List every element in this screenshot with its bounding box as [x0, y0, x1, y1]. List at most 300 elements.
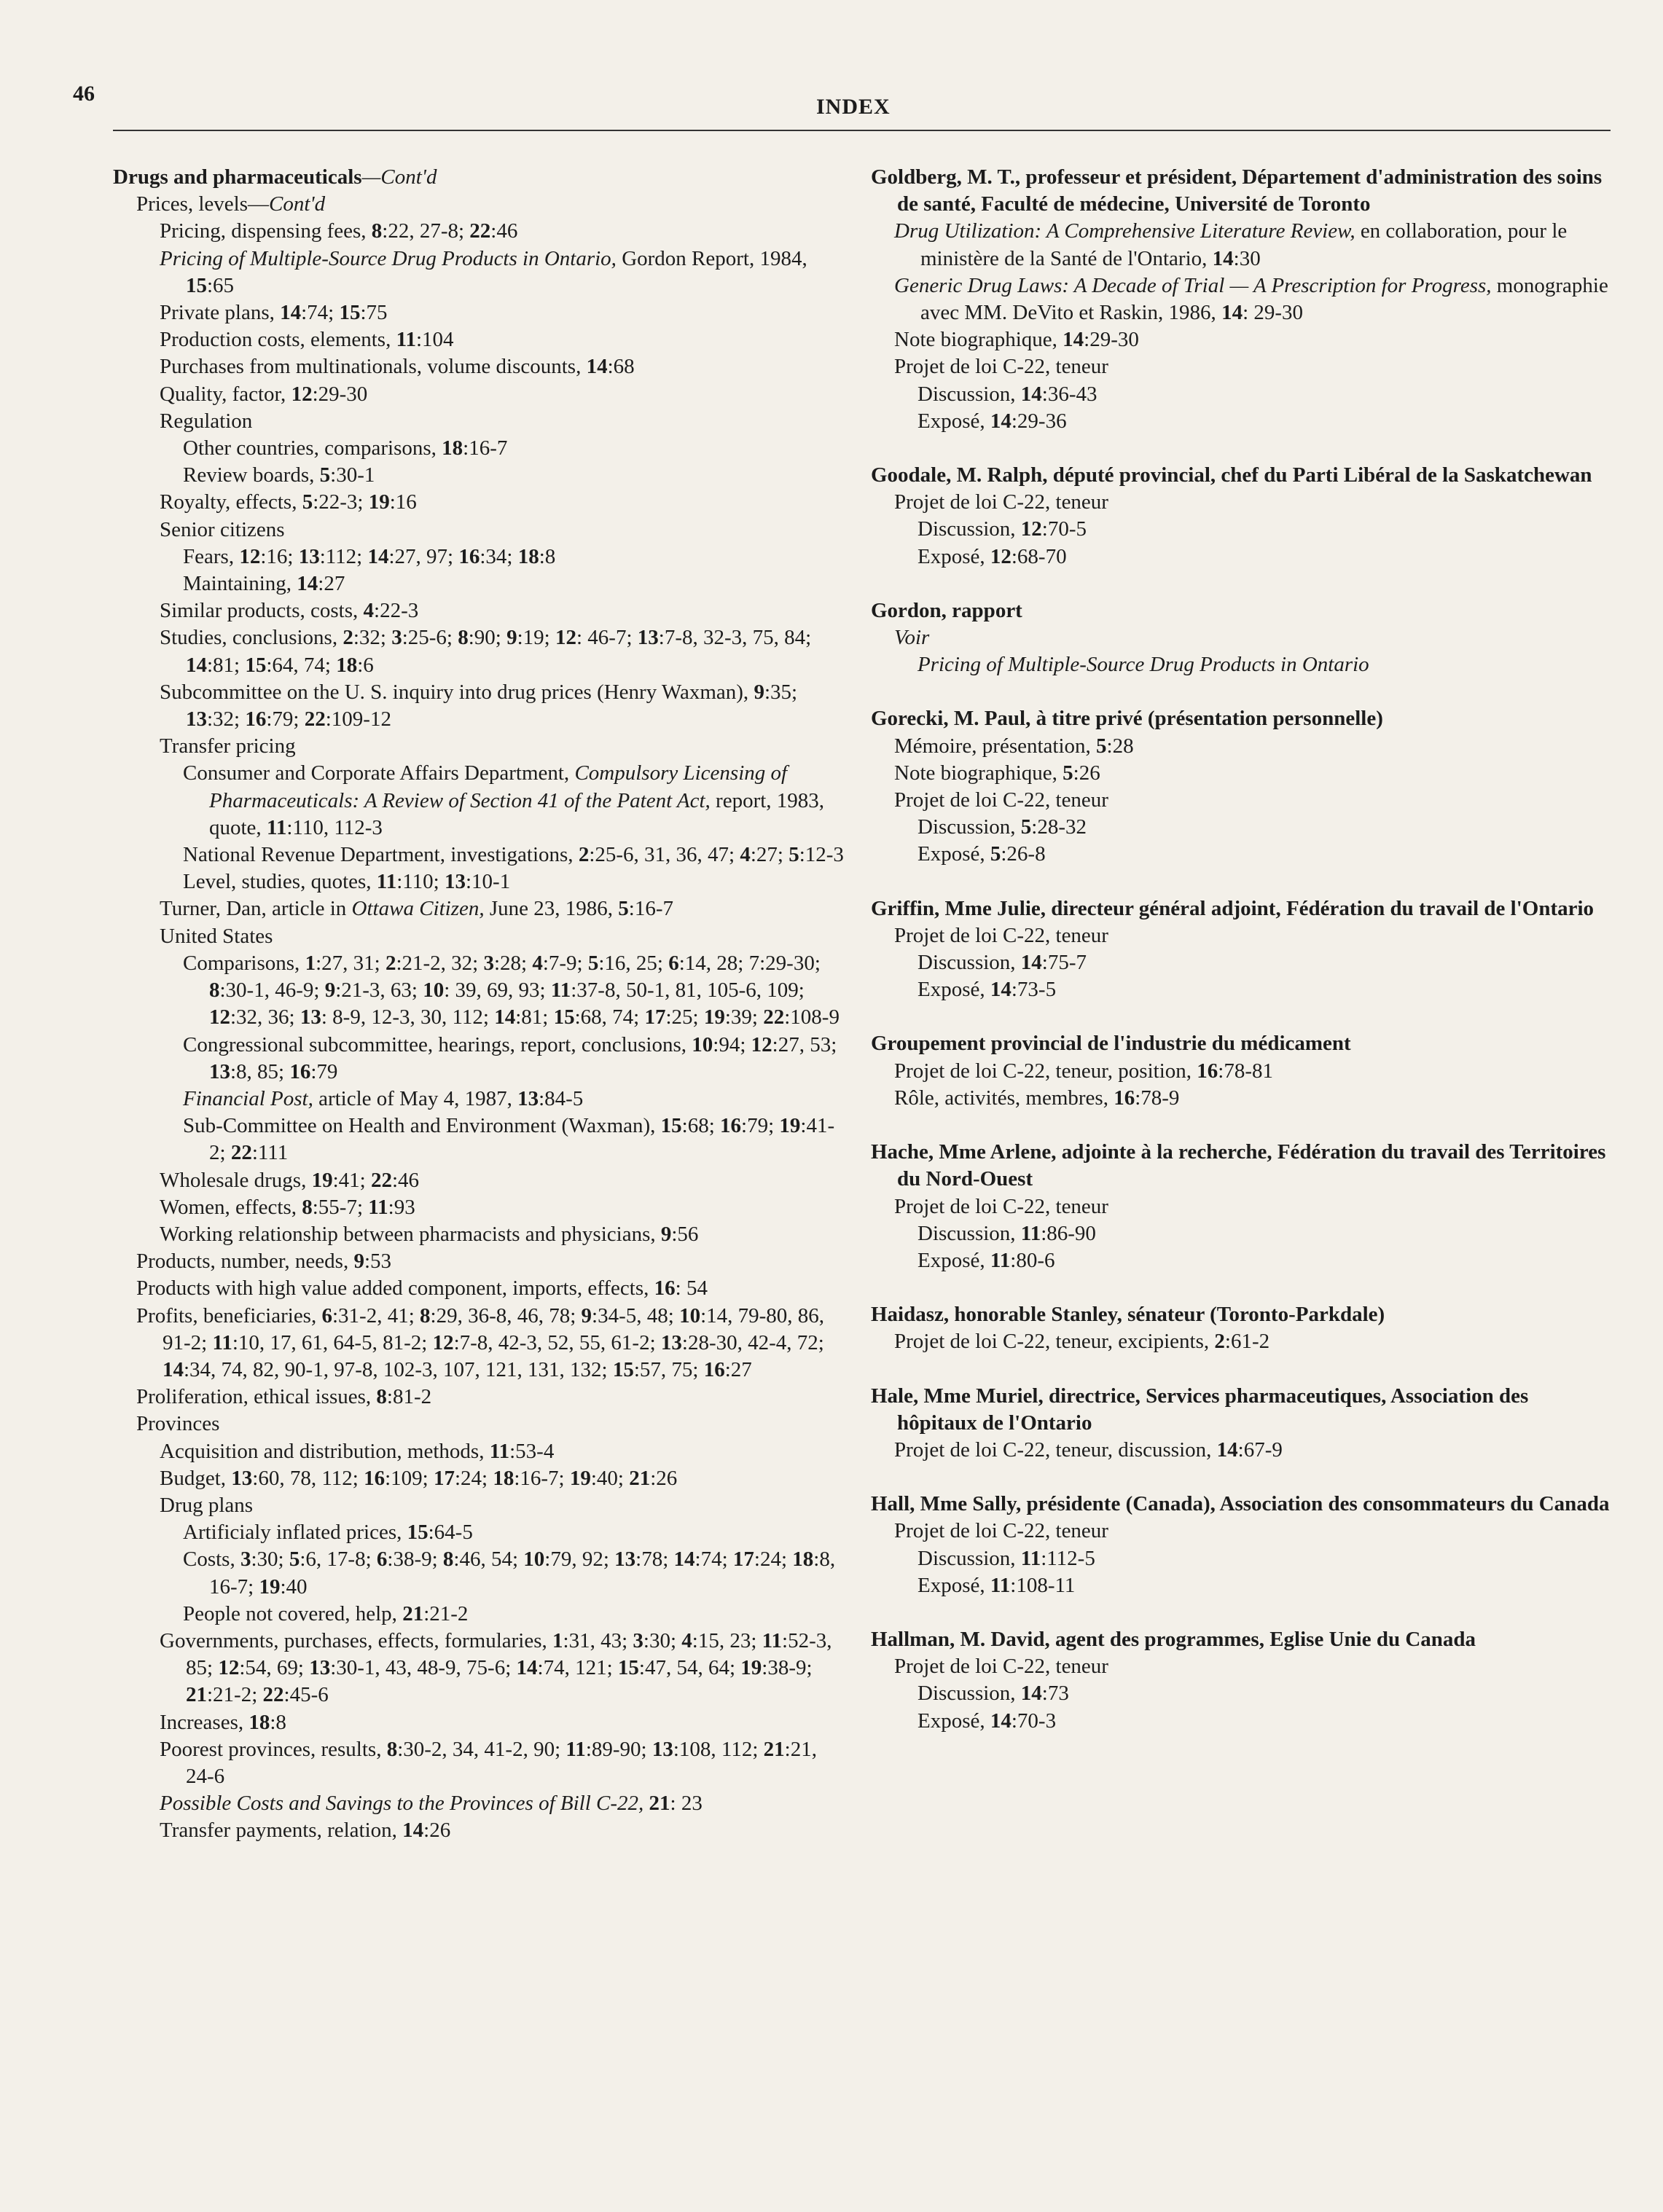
index-entry — [160, 1492, 849, 1519]
index-entry — [183, 760, 849, 842]
bold-text: 11 — [212, 1330, 232, 1354]
entry-text: Proliferation, ethical issues, — [136, 1385, 377, 1409]
entry-text: Transfer payments, relation, — [160, 1819, 403, 1843]
entry-text: Discussion, — [917, 1221, 1021, 1245]
entry-text: June 23, 1986, — [484, 897, 619, 921]
index-entry — [160, 1221, 849, 1248]
index-entry — [183, 1546, 849, 1600]
bold-text: 18 — [493, 1466, 514, 1490]
bold-text: Groupement provincial de l'industrie du médicament — [871, 1032, 1351, 1056]
index-column-right — [871, 164, 1611, 1735]
entry-text: :108-9 — [784, 1005, 840, 1029]
bold-text: 17 — [433, 1466, 455, 1490]
entry-text: Increases, — [160, 1710, 249, 1734]
entry-text: Discussion, — [917, 815, 1021, 839]
entry-text: :111 — [251, 1141, 289, 1165]
entry-text: Exposé, — [917, 1248, 990, 1272]
bold-text: 5 — [990, 842, 1001, 866]
index-entry — [160, 517, 849, 544]
bold-text: Griffin, Mme Julie, directeur général adjoint, Fédération du travail de l'Ontario — [871, 896, 1594, 920]
entry-text: Note biographique, — [894, 761, 1063, 785]
entry-text: :24; — [454, 1466, 493, 1490]
bold-text: 15 — [407, 1521, 429, 1545]
entry-text: :89-90; — [585, 1737, 652, 1761]
entry-text: Costs, — [183, 1548, 240, 1572]
entry-text: :56 — [671, 1222, 699, 1246]
entry-text: :110; — [396, 870, 445, 894]
entry-text: : 29-30 — [1243, 301, 1304, 325]
bold-text: 12 — [990, 544, 1012, 568]
bold-text: 5 — [1063, 761, 1073, 785]
entry-text: Mémoire, présentation, — [894, 734, 1097, 758]
bold-text: Hallman, M. David, agent des programmes, Eglise Unie du Canada — [871, 1627, 1476, 1651]
entry-text: :78; — [635, 1548, 674, 1572]
index-entry — [894, 787, 1611, 814]
entry-text: :32, 36; — [230, 1005, 300, 1029]
entry-text: :22-3 — [374, 599, 419, 623]
bold-text: 14 — [297, 572, 318, 596]
bold-text: 8 — [420, 1303, 431, 1327]
bold-text: 18 — [792, 1548, 814, 1572]
entry-text: :38-9; — [387, 1548, 443, 1572]
entry-text: :81; — [207, 653, 246, 677]
entry-text: Discussion, — [917, 1682, 1021, 1706]
entry-text: Drug plans — [160, 1493, 254, 1517]
bold-text: 9 — [353, 1250, 364, 1274]
index-entry — [136, 1384, 849, 1411]
entry-text: Projet de loi C-22, teneur — [894, 355, 1108, 379]
bold-text: Goldberg, M. T., professeur et président, Département d'administration des soins de santé, Faculté de médecine, Université de Toronto — [871, 165, 1603, 216]
bold-text: 11 — [1020, 1546, 1041, 1570]
entry-text: Projet de loi C-22, teneur, excipients, — [894, 1330, 1215, 1354]
entry-text: :74; — [301, 301, 340, 325]
entry-text: Projet de loi C-22, teneur, discussion, — [894, 1438, 1217, 1462]
entry-text: :79, 92; — [544, 1548, 615, 1572]
bold-text: 14 — [1020, 1682, 1042, 1706]
bold-text: 2 — [343, 626, 353, 650]
entry-text: article of May 4, 1987, — [313, 1086, 518, 1110]
entry-text: :29-30 — [312, 382, 368, 406]
entry-text: :10, 17, 61, 64-5, 81-2; — [232, 1330, 433, 1354]
entry-text: monographie avec MM. DeVito et Raskin, 1986, — [920, 273, 1608, 325]
bold-text: 11 — [396, 328, 416, 352]
bold-text: 15 — [186, 273, 207, 297]
entry-text: :73-5 — [1011, 978, 1057, 1002]
entry-text: Working relationship between pharmacists and physicians, — [160, 1222, 661, 1246]
bold-text: Hall, Mme Sally, présidente (Canada), Association des consommateurs du Canada — [871, 1492, 1610, 1516]
entry-text: :79; — [266, 707, 305, 732]
entry-text: :30-2, 34, 41-2, 90; — [397, 1737, 566, 1761]
index-entry — [894, 272, 1611, 326]
italic-text: —Cont'd — [361, 165, 437, 189]
entry-text: Women, effects, — [160, 1195, 302, 1219]
entry-text: :14, 79-80, 86, 91-2; — [163, 1303, 825, 1354]
entry-text: :68; — [681, 1114, 721, 1138]
bold-text: 13 — [614, 1548, 636, 1572]
entry-text: Projet de loi C-22, teneur — [894, 490, 1108, 514]
entry-text: :8, 16-7; — [209, 1548, 836, 1599]
entry-text: :53 — [364, 1250, 392, 1274]
bold-text: 16 — [364, 1466, 386, 1490]
bold-text: 22 — [763, 1005, 785, 1029]
entry-text: :40; — [590, 1466, 630, 1490]
index-heading — [871, 705, 1611, 732]
bold-text: 14 — [1063, 328, 1084, 352]
entry-text: Governments, purchases, effects, formularies, — [160, 1628, 553, 1652]
entry-text: Projet de loi C-22, teneur — [894, 1519, 1108, 1543]
index-entry — [894, 1437, 1611, 1464]
entry-text: :74; — [694, 1548, 733, 1572]
entry-text: :53-4 — [509, 1439, 555, 1463]
bold-text: 17 — [644, 1005, 666, 1029]
entry-text: :16, 25; — [598, 951, 669, 975]
entry-text: :27, 31; — [316, 951, 386, 975]
entry-text: Discussion, — [917, 1546, 1021, 1570]
index-entry — [160, 489, 849, 516]
bold-text: 11 — [566, 1737, 586, 1761]
index-entry — [183, 435, 849, 462]
entry-text: Exposé, — [917, 1573, 990, 1597]
entry-text: Private plans, — [160, 301, 281, 325]
index-entry — [894, 922, 1611, 949]
bold-text: 8 — [371, 219, 383, 243]
index-entry — [160, 679, 849, 733]
page-number: 46 — [73, 82, 95, 106]
bold-text: 10 — [523, 1548, 545, 1572]
entry-text: :19; — [517, 626, 555, 650]
index-heading — [871, 895, 1611, 922]
entry-text: Other countries, comparisons, — [183, 436, 442, 460]
entry-text: :27, 97; — [388, 544, 459, 568]
entry-text: : 46-7; — [576, 626, 638, 650]
entry-text: :34-5, 48; — [592, 1303, 680, 1327]
entry-text: :28-30, 42-4, 72; — [681, 1330, 824, 1354]
entry-text: :46, 54; — [453, 1548, 524, 1572]
bold-text: 10 — [423, 978, 445, 1003]
entry-text: Exposé, — [917, 842, 990, 866]
bold-text: 3 — [391, 626, 402, 650]
bold-text: 6 — [321, 1303, 332, 1327]
entry-text: :26 — [650, 1466, 678, 1490]
entry-text: : 39, 69, 93; — [444, 978, 551, 1003]
index-entry — [917, 814, 1611, 841]
entry-text: :81-2 — [386, 1385, 432, 1409]
entry-text: People not covered, help, — [183, 1601, 403, 1625]
index-heading — [871, 1301, 1611, 1328]
bold-text: 11 — [376, 870, 397, 894]
entry-text: :6 — [357, 653, 374, 677]
index-entry — [917, 516, 1611, 543]
bold-text: 16 — [245, 707, 267, 732]
bold-text: 16 — [654, 1276, 676, 1301]
bold-text: 2 — [1214, 1330, 1225, 1354]
index-entry — [894, 326, 1611, 353]
entry-text: Congressional subcommittee, hearings, report, conclusions, — [183, 1032, 692, 1056]
bold-text: 11 — [550, 978, 571, 1003]
bold-text: 11 — [489, 1439, 510, 1463]
index-entry — [917, 651, 1611, 678]
index-entry — [160, 1438, 849, 1465]
bold-text: 13 — [517, 1086, 539, 1110]
bold-text: 14 — [586, 355, 608, 379]
bold-text: 9 — [324, 978, 336, 1003]
index-heading — [871, 164, 1611, 218]
bold-text: 14 — [1221, 301, 1243, 325]
bold-text: 22 — [262, 1683, 284, 1707]
entry-text: Projet de loi C-22, teneur — [894, 788, 1108, 812]
bold-text: 10 — [692, 1032, 713, 1056]
entry-text — [643, 1792, 649, 1815]
entry-text: United States — [160, 924, 273, 948]
bold-text: 3 — [483, 951, 494, 975]
entry-text: :109-12 — [325, 707, 391, 732]
bold-text: 11 — [990, 1573, 1011, 1597]
index-heading — [871, 1383, 1611, 1437]
bold-text: 19 — [368, 490, 390, 514]
index-entry — [894, 733, 1611, 760]
bold-text: 18 — [249, 1710, 270, 1734]
entry-text: :16 — [389, 490, 417, 514]
bold-text: 9 — [754, 680, 764, 704]
entry-text: Sub-Committee on Health and Environment (Waxman), — [183, 1114, 661, 1138]
index-entry — [917, 408, 1611, 435]
entry-text: :68 — [607, 355, 635, 379]
index-entry — [917, 381, 1611, 408]
entry-text: :30-1, 46-9; — [219, 978, 325, 1003]
entry-text: :41-2; — [209, 1114, 835, 1165]
bold-text: 13 — [231, 1466, 253, 1490]
index-entry — [917, 949, 1611, 976]
entry-text: :32; — [353, 626, 392, 650]
italic-text: Ottawa Citizen, — [351, 897, 485, 921]
bold-text: 5 — [618, 897, 629, 921]
entry-text: :16-7 — [628, 897, 674, 921]
entry-text: :45-6 — [283, 1683, 329, 1707]
bold-text: 13 — [651, 1737, 673, 1761]
bold-text: 8 — [209, 978, 220, 1003]
bold-text: 11 — [990, 1248, 1011, 1272]
entry-text: :94; — [713, 1032, 751, 1056]
entry-text: Budget, — [160, 1466, 232, 1490]
entry-text: Exposé, — [917, 409, 990, 433]
entry-text: :32; — [207, 707, 246, 732]
index-entry — [160, 326, 849, 353]
bold-text: 12 — [239, 544, 261, 568]
entry-text: :16-7 — [463, 436, 508, 460]
entry-text: Maintaining, — [183, 572, 297, 596]
bold-text: 12 — [218, 1656, 240, 1680]
entry-text: :26 — [423, 1819, 451, 1843]
index-entry — [917, 1545, 1611, 1572]
index-entry — [183, 570, 849, 597]
bold-text: 19 — [569, 1466, 591, 1490]
entry-text: Projet de loi C-22, teneur, position, — [894, 1059, 1197, 1083]
index-heading — [871, 1139, 1611, 1193]
bold-text: 5 — [302, 490, 313, 514]
bold-text: 14 — [186, 653, 207, 677]
entry-text: :27, 53; — [772, 1032, 837, 1056]
index-heading — [871, 462, 1611, 489]
entry-text: :67-9 — [1237, 1438, 1283, 1462]
entry-text: :79 — [310, 1059, 338, 1083]
entry-text: :74, 121; — [537, 1656, 618, 1680]
entry-text: :7-9; — [542, 951, 588, 975]
index-entry — [160, 1465, 849, 1492]
entry-text: Wholesale drugs, — [160, 1168, 312, 1192]
entry-text: Poorest provinces, results, — [160, 1737, 387, 1761]
entry-text: Purchases from multinationals, volume discounts, — [160, 355, 587, 379]
entry-text: :36-43 — [1041, 382, 1097, 406]
entry-text: Fears, — [183, 544, 240, 568]
bold-text: 12 — [209, 1005, 230, 1029]
entry-text: Exposé, — [917, 1709, 990, 1733]
entry-text: :28-32 — [1031, 815, 1087, 839]
bold-text: 8 — [442, 1548, 454, 1572]
bold-text: 4 — [363, 599, 375, 623]
index-entry — [160, 733, 849, 760]
entry-text: :39; — [724, 1005, 764, 1029]
index-entry — [160, 597, 849, 624]
entry-text: Profits, beneficiaries, — [136, 1303, 322, 1327]
bold-text: 15 — [245, 653, 267, 677]
index-entry — [894, 1085, 1611, 1112]
entry-text: :7-8, 42-3, 52, 55, 61-2; — [453, 1330, 661, 1354]
bold-text: 14 — [673, 1548, 695, 1572]
bold-text: 14 — [163, 1357, 184, 1381]
entry-text: Studies, conclusions, — [160, 626, 343, 650]
bold-text: 5 — [1020, 815, 1032, 839]
index-entry — [183, 950, 849, 1032]
entry-text: Discussion, — [917, 382, 1021, 406]
entry-text: Projet de loi C-22, teneur — [894, 1194, 1108, 1218]
entry-text: Quality, factor, — [160, 382, 291, 406]
bold-text: 5 — [319, 463, 331, 487]
bold-text: 21 — [629, 1466, 651, 1490]
entry-text: :22, 27-8; — [382, 219, 470, 243]
index-entry — [894, 1058, 1611, 1085]
entry-text: :7-8, 32-3, 75, 84; — [658, 626, 812, 650]
entry-text: :57, 75; — [633, 1357, 704, 1381]
entry-text: :64, 74; — [266, 653, 337, 677]
index-entry — [160, 923, 849, 950]
index-entry — [894, 1193, 1611, 1220]
entry-text: :37-8, 50-1, 81, 105-6, 109; — [571, 978, 805, 1003]
entry-text: Gordon Report, 1984, — [616, 246, 807, 270]
entry-text: :30-1 — [330, 463, 375, 487]
bold-text: 19 — [779, 1114, 801, 1138]
bold-text: 22 — [469, 219, 491, 243]
bold-text: 1 — [552, 1628, 563, 1652]
index-entry — [160, 246, 849, 299]
entry-text: Discussion, — [917, 517, 1021, 541]
entry-text: :112-5 — [1041, 1546, 1095, 1570]
index-entry — [894, 218, 1611, 272]
bold-text: 12 — [432, 1330, 454, 1354]
entry-text: Senior citizens — [160, 517, 285, 541]
entry-text: :108, 112; — [673, 1737, 764, 1761]
entry-text: :78-81 — [1218, 1059, 1273, 1083]
bold-text: 15 — [553, 1005, 575, 1029]
bold-text: 2 — [578, 843, 590, 867]
entry-text: : 8-9, 12-3, 30, 112; — [321, 1005, 495, 1029]
entry-text: :55-7; — [312, 1195, 369, 1219]
entry-text: :60, 78, 112; — [252, 1466, 364, 1490]
entry-text: :70-5 — [1041, 517, 1087, 541]
italic-text: Drug Utilization: A Comprehensive Literature Review, — [894, 219, 1355, 243]
entry-text: :38-9; — [762, 1656, 813, 1680]
italic-text: Compulsory Licensing of Pharmaceuticals: A Review of Section 41 of the Patent Act, — [209, 761, 788, 812]
entry-text: Subcommittee on the U. S. inquiry into drug prices (Henry Waxman), — [160, 680, 754, 704]
entry-text: Consumer and Corporate Affairs Department, — [183, 761, 575, 785]
bold-text: Gorecki, M. Paul, à titre privé (présentation personnelle) — [871, 707, 1383, 731]
bold-text: 8 — [302, 1195, 313, 1219]
index-entry — [160, 895, 849, 922]
bold-text: 14 — [402, 1819, 424, 1843]
entry-text: :30-1, 43, 48-9, 75-6; — [330, 1656, 517, 1680]
entry-text: Production costs, elements, — [160, 328, 396, 352]
entry-text: Royalty, effects, — [160, 490, 302, 514]
bold-text: 9 — [506, 626, 517, 650]
bold-text: 14 — [280, 301, 302, 325]
running-head: INDEX — [816, 95, 891, 119]
entry-text: Turner, Dan, article in — [160, 897, 352, 921]
entry-text: :46 — [391, 1168, 420, 1192]
bold-text: Hache, Mme Arlene, adjointe à la recherche, Fédération du travail des Territoires du Nord-Ouest — [871, 1140, 1606, 1191]
entry-text: :109; — [385, 1466, 434, 1490]
bold-text: 5 — [789, 843, 799, 867]
entry-text: :80-6 — [1010, 1248, 1055, 1272]
entry-text: Acquisition and distribution, methods, — [160, 1439, 490, 1463]
entry-text: :25; — [665, 1005, 704, 1029]
index-entry — [917, 1572, 1611, 1599]
bold-text: 16 — [1197, 1059, 1218, 1083]
bold-text: 8 — [458, 626, 469, 650]
entry-text: :27; — [750, 843, 789, 867]
italic-text: Generic Drug Laws: A Decade of Trial — A Prescription for Progress, — [894, 273, 1492, 297]
bold-text: 3 — [633, 1628, 643, 1652]
bold-text: 13 — [298, 544, 320, 568]
entry-text: :81; — [515, 1005, 554, 1029]
index-entry — [160, 624, 849, 678]
entry-text: :35; — [764, 680, 798, 704]
entry-text: :68-70 — [1011, 544, 1067, 568]
entry-text: :31-2, 41; — [332, 1303, 420, 1327]
bold-text: 8 — [386, 1737, 398, 1761]
bold-text: 6 — [376, 1548, 388, 1572]
entry-text: Products, number, needs, — [136, 1250, 354, 1274]
bold-text: 22 — [230, 1141, 252, 1165]
entry-text: :6, 17-8; — [300, 1548, 377, 1572]
entry-text: Review boards, — [183, 463, 320, 487]
bold-text: 16 — [1114, 1086, 1135, 1110]
entry-text: report, 1983, quote, — [209, 788, 825, 839]
bold-text: 12 — [291, 382, 313, 406]
bold-text: 5 — [1096, 734, 1107, 758]
bold-text: 13 — [445, 870, 466, 894]
bold-text: 19 — [740, 1656, 762, 1680]
index-heading — [871, 597, 1611, 624]
index-entry — [183, 462, 849, 489]
entry-text: :93 — [388, 1195, 415, 1219]
entry-text: :14, 28; 7:29-30; — [678, 951, 821, 975]
bold-text: 10 — [679, 1303, 701, 1327]
entry-text: Projet de loi C-22, teneur — [894, 923, 1108, 947]
bold-text: 16 — [289, 1059, 311, 1083]
bold-text: 13 — [186, 707, 207, 732]
entry-text: :12-3 — [799, 843, 844, 867]
entry-text: :21, 24-6 — [186, 1737, 817, 1788]
bold-text: Haidasz, honorable Stanley, sénateur (Toronto-Parkdale) — [871, 1303, 1385, 1327]
